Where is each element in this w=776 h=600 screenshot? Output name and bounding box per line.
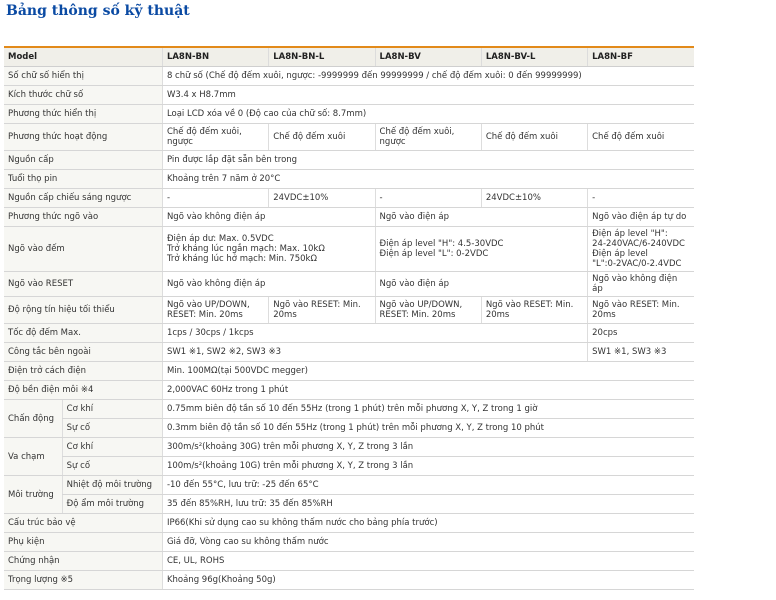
row-value: Ngõ vào RESET: Min. 20ms: [588, 297, 694, 324]
row-label: Trọng lượng ※5: [4, 571, 162, 590]
row-label: Độ bền điện môi ※4: [4, 381, 162, 400]
row-value: 0.75mm biên độ tần số 10 đến 55Hz (trong 1 phút) trên mỗi phương X, Y, Z trong 1 giờ: [162, 400, 694, 419]
table-header-row: [4, 47, 694, 67]
row-value: Khoảng 96g(Khoảng 50g): [162, 571, 694, 590]
row-label: Phương thức hiển thị: [4, 105, 162, 124]
header-la8n-bn: LA8N-BN: [162, 47, 268, 67]
row-value: Chế độ đếm xuôi: [269, 124, 375, 151]
header-model: Model: [4, 47, 162, 67]
spec-table: [4, 46, 694, 590]
row-value: Ngõ vào điện áp: [375, 208, 588, 227]
row-value: SW1 ※1, SW2 ※2, SW3 ※3: [162, 343, 587, 362]
table-row: [4, 533, 694, 552]
table-row: [4, 400, 694, 419]
row-value: 24VDC±10%: [269, 189, 375, 208]
row-value: 24VDC±10%: [481, 189, 587, 208]
row-value: Chế độ đếm xuôi, ngược: [162, 124, 268, 151]
row-label: Môi trường: [4, 476, 62, 514]
table-row: [4, 495, 694, 514]
table-row: [4, 324, 694, 343]
row-value: Chế độ đếm xuôi: [588, 124, 694, 151]
table-row: [4, 272, 694, 297]
row-label: Chấn động: [4, 400, 62, 438]
row-label: Tốc độ đếm Max.: [4, 324, 162, 343]
row-label: Phương thức ngõ vào: [4, 208, 162, 227]
row-label: Ngõ vào RESET: [4, 272, 162, 297]
table-row: [4, 170, 694, 189]
row-value: Ngõ vào UP/DOWN, RESET: Min. 20ms: [375, 297, 481, 324]
row-value: Ngõ vào không điện áp: [162, 208, 375, 227]
row-value: Loại LCD xóa về 0 (Độ cao của chữ số: 8.7mm): [162, 105, 694, 124]
row-label: Chứng nhận: [4, 552, 162, 571]
row-value: 20cps: [588, 324, 694, 343]
row-label: Phương thức hoạt động: [4, 124, 162, 151]
table-row: [4, 362, 694, 381]
row-value: Pin được lắp đặt sẵn bên trong: [162, 151, 694, 170]
row-value: CE, UL, ROHS: [162, 552, 694, 571]
row-label: Kích thước chữ số: [4, 86, 162, 105]
table-row: [4, 514, 694, 533]
row-label: Phụ kiện: [4, 533, 162, 552]
row-value: Ngõ vào điện áp tự do: [588, 208, 694, 227]
row-value: Điện áp dư: Max. 0.5VDC Trở kháng lúc ngắn mạch: Max. 10kΩ Trở kháng lúc hở mạch: Min. 750kΩ: [162, 227, 375, 272]
row-value: Giá đỡ, Vòng cao su không thấm nước: [162, 533, 694, 552]
page-title: Bảng thông số kỹ thuật: [6, 3, 190, 19]
row-value: Ngõ vào RESET: Min. 20ms: [269, 297, 375, 324]
header-la8n-bn-l: LA8N-BN-L: [269, 47, 375, 67]
row-value: Điện áp level "H": 24-240VAC/6-240VDC Điện áp level "L":0-2VAC/0-2.4VDC: [588, 227, 694, 272]
row-label: Ngõ vào đếm: [4, 227, 162, 272]
row-value: Ngõ vào điện áp: [375, 272, 588, 297]
row-sublabel: Sự cố: [62, 457, 162, 476]
row-value: 8 chữ số (Chế độ đếm xuôi, ngược: -9999999 đến 99999999 / chế độ đếm xuôi: 0 đến 99999999): [162, 67, 694, 86]
header-la8n-bv: LA8N-BV: [375, 47, 481, 67]
row-value: Chế độ đếm xuôi, ngược: [375, 124, 481, 151]
row-label: Nguồn cấp chiếu sáng ngược: [4, 189, 162, 208]
row-label: Va chạm: [4, 438, 62, 476]
row-label: Tuổi thọ pin: [4, 170, 162, 189]
row-value: 1cps / 30cps / 1kcps: [162, 324, 587, 343]
table-row: [4, 124, 694, 151]
table-row: [4, 552, 694, 571]
row-value: Min. 100MΩ(tại 500VDC megger): [162, 362, 694, 381]
row-value: W3.4 x H8.7mm: [162, 86, 694, 105]
table-row: [4, 571, 694, 590]
row-label: Nguồn cấp: [4, 151, 162, 170]
row-value: 0.3mm biên độ tần số 10 đến 55Hz (trong 1 phút) trên mỗi phương X, Y, Z trong 10 phút: [162, 419, 694, 438]
row-value: Ngõ vào UP/DOWN, RESET: Min. 20ms: [162, 297, 268, 324]
header-la8n-bf: LA8N-BF: [588, 47, 694, 67]
row-sublabel: Cơ khí: [62, 400, 162, 419]
table-row: [4, 343, 694, 362]
table-row: [4, 381, 694, 400]
row-value: 2,000VAC 60Hz trong 1 phút: [162, 381, 694, 400]
row-value: -: [375, 189, 481, 208]
row-value: 35 đến 85%RH, lưu trữ: 35 đến 85%RH: [162, 495, 694, 514]
row-value: -: [588, 189, 694, 208]
row-value: -: [162, 189, 268, 208]
row-sublabel: Sự cố: [62, 419, 162, 438]
row-label: Độ rộng tín hiệu tối thiểu: [4, 297, 162, 324]
row-value: Điện áp level "H": 4.5-30VDC Điện áp level "L": 0-2VDC: [375, 227, 588, 272]
table-row: [4, 67, 694, 86]
row-value: Ngõ vào không điện áp: [162, 272, 375, 297]
row-value: Ngõ vào không điện áp: [588, 272, 694, 297]
row-value: Ngõ vào RESET: Min. 20ms: [481, 297, 587, 324]
row-value: 100m/s²(khoảng 10G) trên mỗi phương X, Y, Z trong 3 lần: [162, 457, 694, 476]
table-row: [4, 86, 694, 105]
table-row: [4, 151, 694, 170]
row-label: Số chữ số hiển thị: [4, 67, 162, 86]
row-label: Cấu trúc bảo vệ: [4, 514, 162, 533]
row-value: Chế độ đếm xuôi: [481, 124, 587, 151]
table-row: [4, 227, 694, 272]
row-sublabel: Độ ẩm môi trường: [62, 495, 162, 514]
table-row: [4, 105, 694, 124]
table-row: [4, 189, 694, 208]
table-row: [4, 208, 694, 227]
table-row: [4, 297, 694, 324]
row-value: Khoảng trên 7 năm ở 20°C: [162, 170, 694, 189]
table-row: [4, 419, 694, 438]
header-la8n-bv-l: LA8N-BV-L: [481, 47, 587, 67]
row-sublabel: Cơ khí: [62, 438, 162, 457]
row-label: Điện trở cách điện: [4, 362, 162, 381]
table-row: [4, 438, 694, 457]
row-sublabel: Nhiệt độ môi trường: [62, 476, 162, 495]
row-value: 300m/s²(khoảng 30G) trên mỗi phương X, Y, Z trong 3 lần: [162, 438, 694, 457]
table-row: [4, 476, 694, 495]
spec-table-container: [4, 46, 694, 590]
table-row: [4, 457, 694, 476]
row-value: SW1 ※1, SW3 ※3: [588, 343, 694, 362]
row-label: Công tắc bên ngoài: [4, 343, 162, 362]
row-value: -10 đến 55°C, lưu trữ: -25 đến 65°C: [162, 476, 694, 495]
row-value: IP66(Khi sử dụng cao su không thấm nước cho bảng phía trước): [162, 514, 694, 533]
